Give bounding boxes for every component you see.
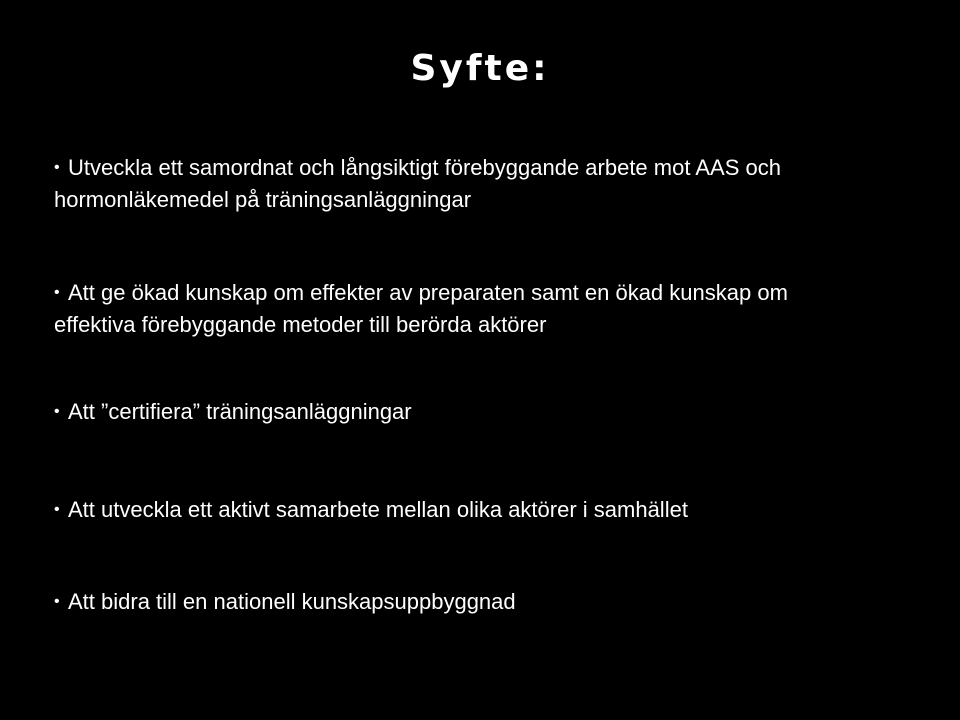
bullet-icon: • bbox=[54, 501, 60, 518]
bullet-text-line: effektiva förebyggande metoder till berörda aktörer bbox=[54, 312, 547, 337]
list-item bbox=[54, 494, 944, 526]
list-item bbox=[54, 586, 944, 618]
bullet-text bbox=[54, 152, 928, 216]
slide-title: Syfte: bbox=[410, 48, 550, 89]
bullet-text-line: hormonläkemedel på träningsanläggningar bbox=[54, 187, 472, 212]
list-item bbox=[54, 277, 944, 341]
bullet-icon: • bbox=[54, 403, 60, 420]
list-item bbox=[54, 152, 944, 216]
bullet-icon: • bbox=[54, 593, 60, 610]
bullet-text: Att utveckla ett aktivt samarbete mellan olika aktörer i samhället bbox=[68, 497, 688, 522]
bullet-text-line: Utveckla ett samordnat och långsiktigt förebyggande arbete mot AAS och bbox=[68, 155, 781, 180]
list-item bbox=[54, 396, 944, 428]
bullet-text-line: Att ge ökad kunskap om effekter av preparaten samt en ökad kunskap om bbox=[68, 280, 788, 305]
bullet-text: Att ”certifiera” träningsanläggningar bbox=[68, 399, 412, 424]
bullet-text bbox=[54, 277, 788, 341]
bullet-text: Att bidra till en nationell kunskapsuppbyggnad bbox=[68, 589, 516, 614]
bullet-icon: • bbox=[54, 159, 60, 176]
bullet-icon: • bbox=[54, 284, 60, 301]
